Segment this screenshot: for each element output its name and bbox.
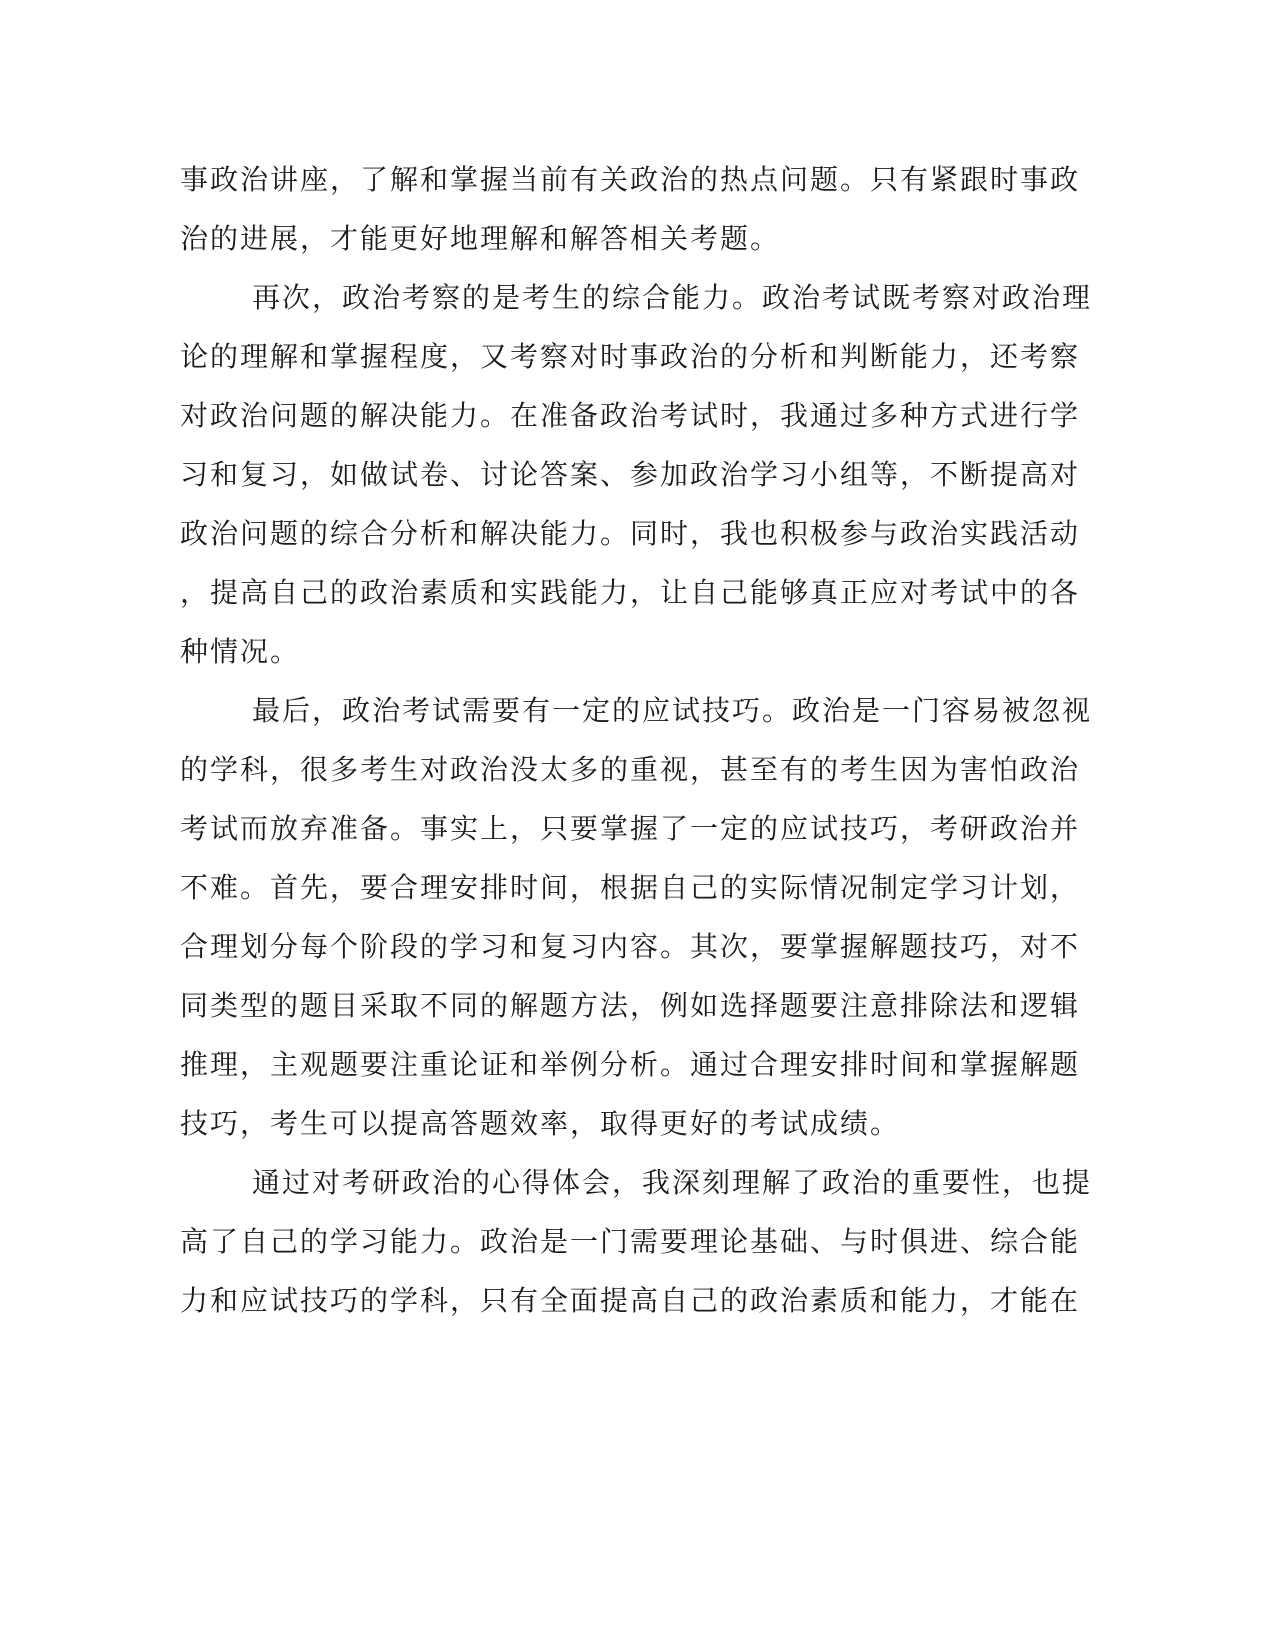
text-line: 推理，主观题要注重论证和举例分析。通过合理安排时间和掌握解题: [180, 1048, 1081, 1081]
text-line: 考试而放弃准备。事实上，只要掌握了一定的应试技巧，考研政治并: [180, 812, 1081, 845]
text-line: 力和应试技巧的学科，只有全面提高自己的政治素质和能力，才能在: [180, 1284, 1081, 1317]
paragraph-first-line: 再次，政治考察的是考生的综合能力。政治考试既考察对政治理: [252, 281, 1093, 314]
text-line: 论的理解和掌握程度，又考察对时事政治的分析和判断能力，还考察: [180, 340, 1081, 373]
text-line: 种情况。: [180, 635, 301, 668]
text-line: 技巧，考生可以提高答题效率，取得更好的考试成绩。: [180, 1107, 901, 1140]
paragraph-first-line: 通过对考研政治的心得体会，我深刻理解了政治的重要性，也提: [252, 1166, 1093, 1199]
text-line: 同类型的题目采取不同的解题方法，例如选择题要注意排除法和逻辑: [180, 989, 1081, 1022]
text-line: 习和复习，如做试卷、讨论答案、参加政治学习小组等，不断提高对: [180, 458, 1081, 491]
text-line: 事政治讲座，了解和掌握当前有关政治的热点问题。只有紧跟时事政: [180, 163, 1081, 196]
text-line: 治的进展，才能更好地理解和解答相关考题。: [180, 222, 781, 255]
text-line: 高了自己的学习能力。政治是一门需要理论基础、与时俱进、综合能: [180, 1225, 1081, 1258]
text-line: 对政治问题的解决能力。在准备政治考试时，我通过多种方式进行学: [180, 399, 1081, 432]
paragraph-first-line: 最后，政治考试需要有一定的应试技巧。政治是一门容易被忽视: [252, 694, 1093, 727]
text-line: 合理划分每个阶段的学习和复习内容。其次，要掌握解题技巧，对不: [180, 930, 1081, 963]
text-line: ，提高自己的政治素质和实践能力，让自己能够真正应对考试中的各: [180, 576, 1081, 609]
text-line: 不难。首先，要合理安排时间，根据自己的实际情况制定学习计划，: [180, 871, 1081, 904]
text-line: 政治问题的综合分析和解决能力。同时，我也积极参与政治实践活动: [180, 517, 1081, 550]
text-line: 的学科，很多考生对政治没太多的重视，甚至有的考生因为害怕政治: [180, 753, 1081, 786]
